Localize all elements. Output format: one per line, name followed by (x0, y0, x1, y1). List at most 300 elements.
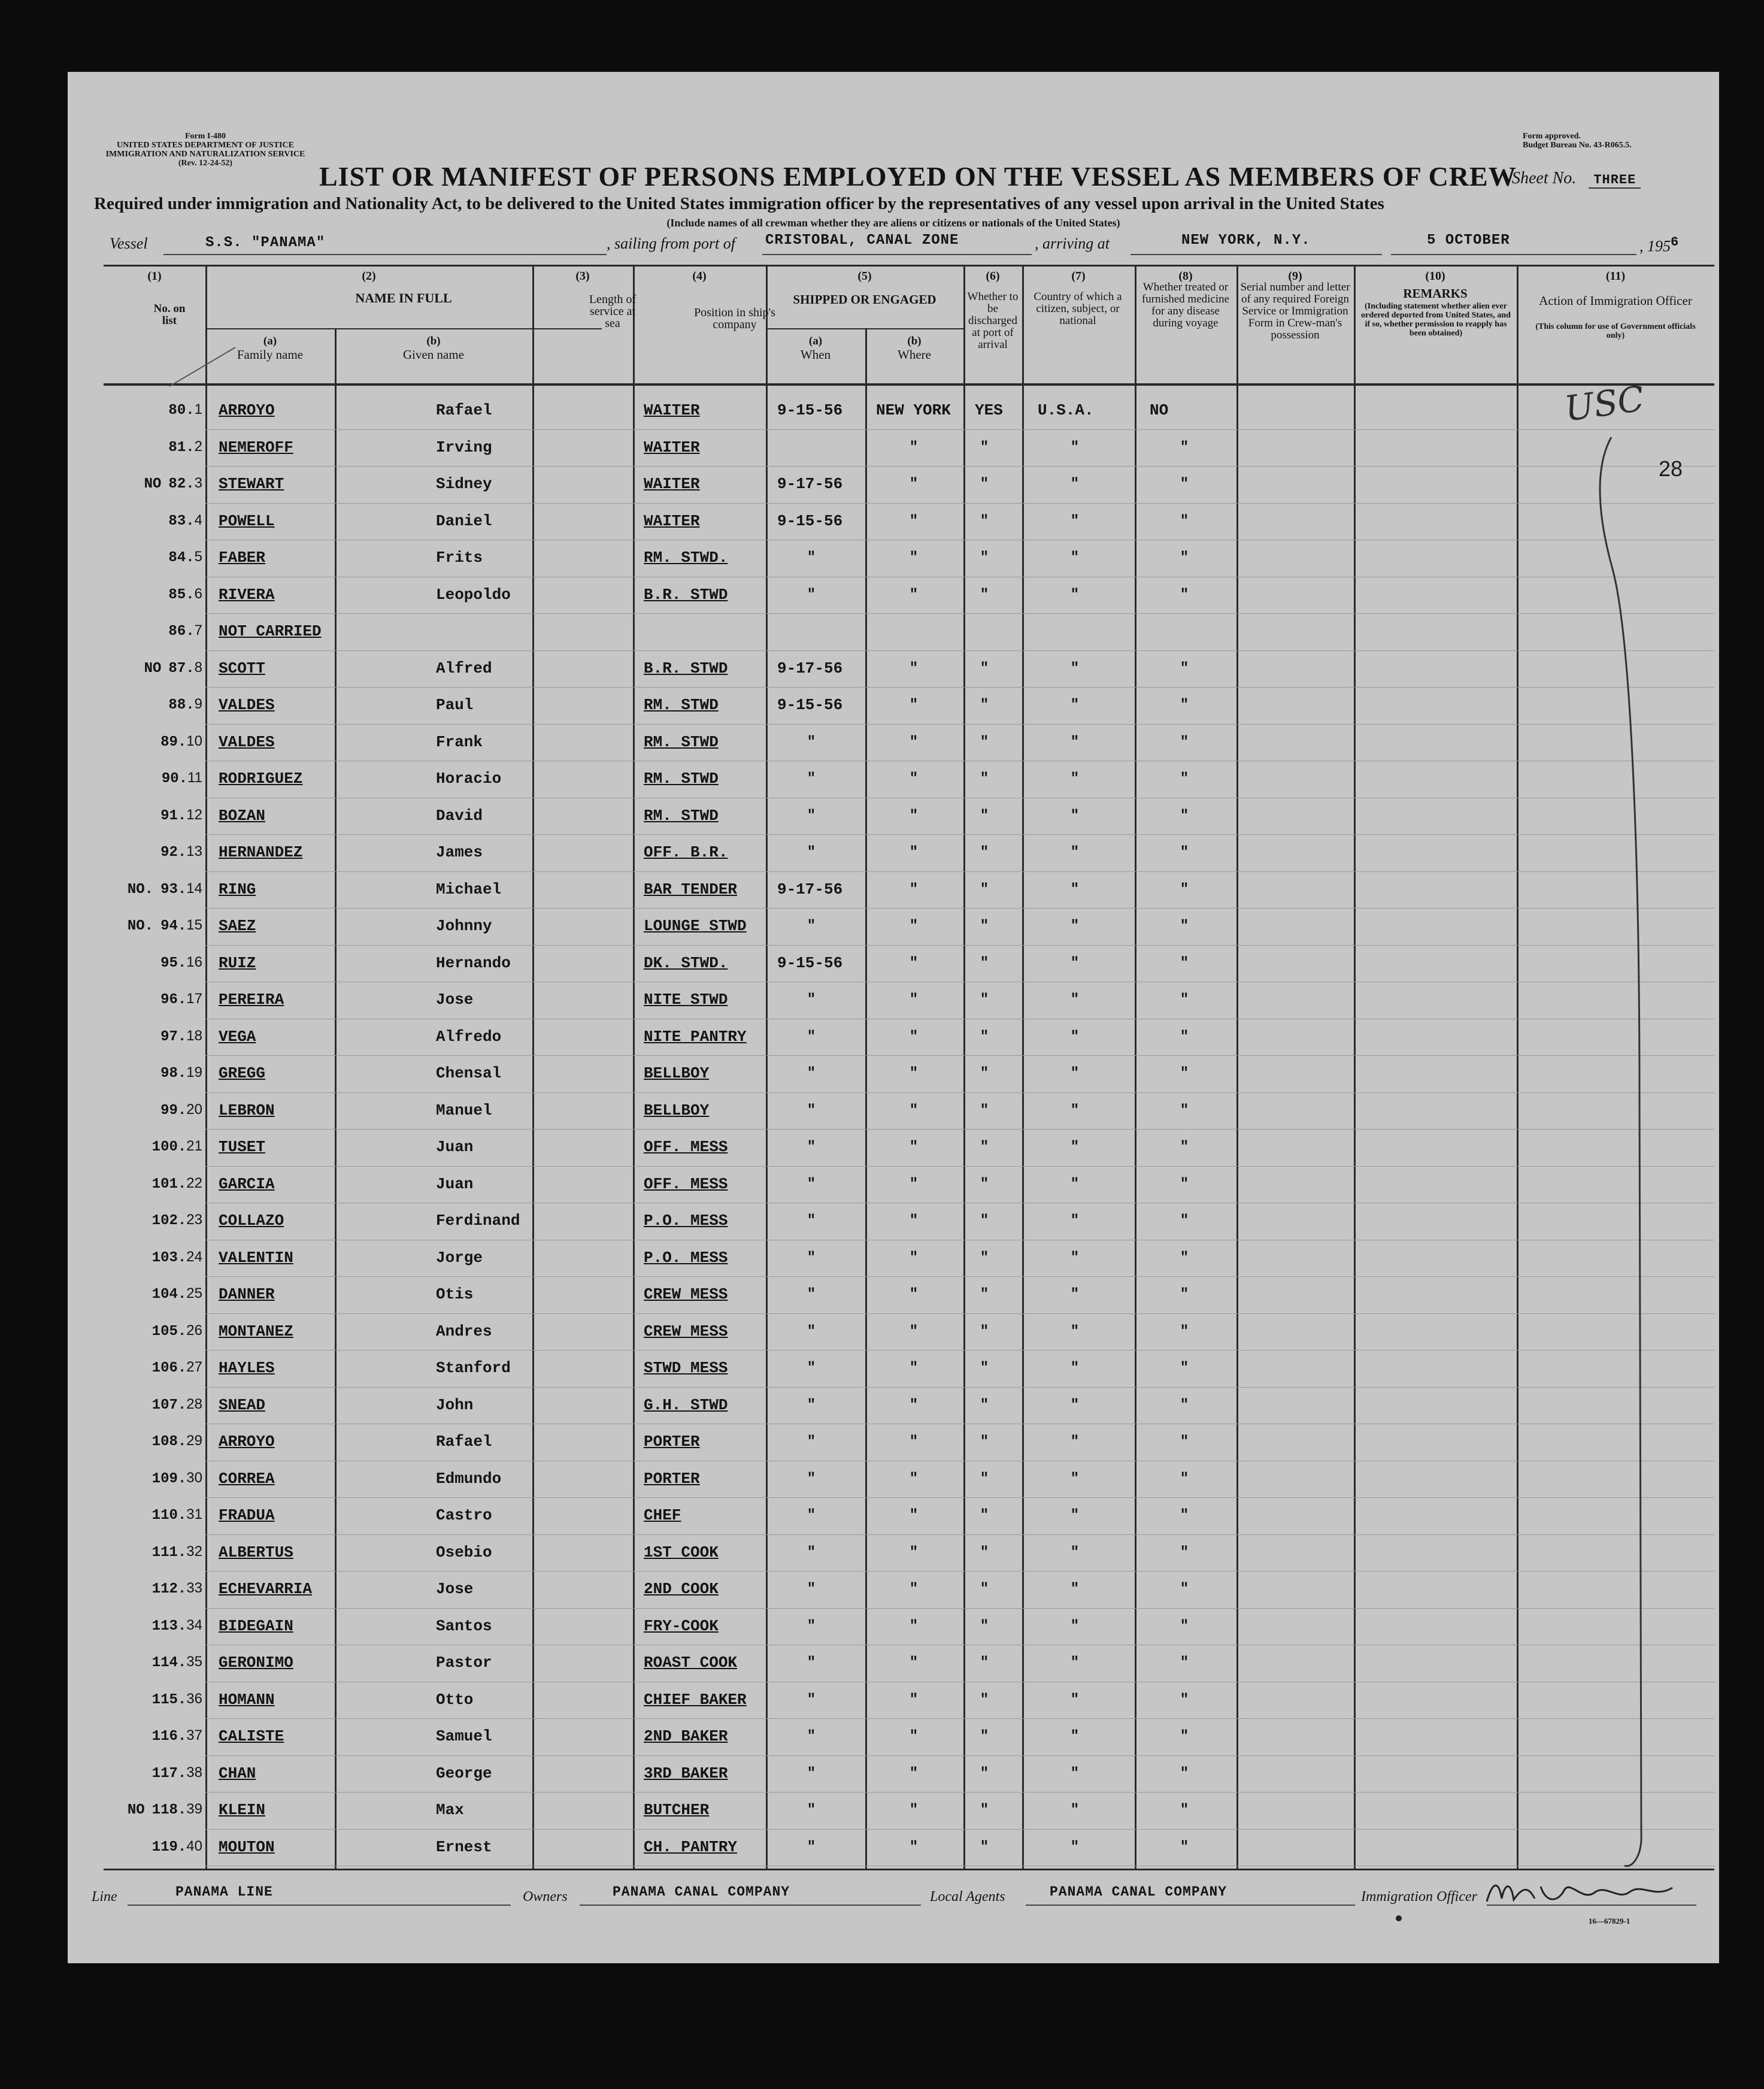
number-separator: . (177, 1691, 187, 1708)
col4-number: (4) (692, 270, 707, 283)
row-rule (205, 724, 1714, 725)
sheet-label: Sheet No. (1512, 169, 1577, 187)
family-name-cell: NOT CARRIED (219, 622, 322, 640)
shipped-where-cell: " (909, 807, 919, 824)
discharged-cell: " (980, 1360, 989, 1376)
medicine-cell: " (1180, 1397, 1189, 1413)
shipped-where-cell: " (909, 844, 919, 861)
family-name-cell: FABER (219, 549, 266, 567)
running-number: 93 (160, 881, 178, 898)
shipped-when-cell: " (807, 1323, 816, 1340)
table-row (104, 1389, 1714, 1425)
discharged-cell: " (980, 1213, 989, 1229)
col4-header: Position in ship's company (694, 306, 775, 331)
given-name-cell: Irving (436, 438, 492, 456)
col2a-letter: (a) (263, 335, 277, 347)
shipped-where-cell: " (909, 1839, 919, 1855)
line-label: Line (92, 1889, 117, 1905)
number-separator: . (177, 1434, 187, 1450)
number-separator: . (177, 1397, 187, 1413)
shipped-when-cell: " (807, 1286, 816, 1303)
family-name-cell: BIDEGAIN (219, 1616, 293, 1635)
discharged-cell: " (980, 1802, 989, 1818)
arriving-label: , arriving at (1035, 235, 1110, 252)
row-rule (205, 1571, 1714, 1572)
list-number-cell (104, 1285, 202, 1303)
shipped-where-cell: " (909, 586, 919, 603)
position-cell: FRY-COOK (644, 1616, 719, 1635)
col2a-header: Family name (237, 347, 304, 362)
given-name-cell: Otto (436, 1690, 474, 1709)
list-number-cell (104, 586, 202, 603)
running-number: 117 (151, 1765, 178, 1782)
shipped-when-cell: " (807, 1655, 816, 1671)
number-separator: . (177, 918, 187, 934)
medicine-cell: " (1180, 1323, 1189, 1340)
shipped-where-cell: " (909, 1470, 919, 1487)
given-name-cell: Frits (436, 549, 483, 567)
shipped-where-cell: " (909, 1249, 919, 1266)
table-row (104, 983, 1714, 1020)
owners-underline (580, 1905, 921, 1906)
medicine-cell: " (1180, 1213, 1189, 1229)
running-number: 114 (151, 1655, 178, 1671)
list-number: 23 (186, 1212, 202, 1228)
country-cell: " (1070, 513, 1080, 529)
discharged-cell: " (980, 476, 989, 492)
running-number: 90 (161, 771, 179, 787)
running-number: 80 (168, 402, 186, 419)
running-number: 101 (151, 1176, 178, 1192)
number-separator: . (178, 771, 188, 787)
given-name-cell: Alfredo (436, 1027, 502, 1046)
given-name-cell: Leopoldo (436, 585, 511, 604)
position-cell: 2ND COOK (644, 1580, 719, 1598)
number-separator: . (177, 1286, 187, 1303)
row-rule (205, 834, 1714, 835)
shipped-where-cell: " (909, 1691, 919, 1708)
port-to: NEW YORK, N.Y. (1181, 232, 1311, 249)
list-number: 20 (186, 1101, 202, 1118)
medicine-cell: " (1180, 586, 1189, 603)
number-separator: . (177, 1470, 187, 1487)
row-rule (205, 1313, 1714, 1314)
shipped-when-cell: " (807, 992, 816, 1008)
medicine-cell: " (1180, 1544, 1189, 1561)
table-row (104, 1242, 1714, 1278)
shipped-where-cell: " (909, 1323, 919, 1340)
table-row (104, 1646, 1714, 1683)
number-separator: . (177, 881, 187, 898)
year-prefix: , 195 (1639, 237, 1671, 255)
given-name-cell: Stanford (436, 1359, 511, 1377)
medicine-cell: " (1180, 1765, 1189, 1782)
shipped-when-cell: " (807, 1397, 816, 1413)
col3-header: Length of service at sea (589, 293, 637, 330)
family-name-cell: GERONIMO (219, 1654, 293, 1672)
discharged-cell: " (980, 1028, 989, 1045)
list-number-cell (104, 1764, 202, 1782)
list-number: 35 (186, 1654, 202, 1670)
number-separator: . (177, 1839, 187, 1855)
shipped-when-cell: " (807, 1802, 816, 1818)
list-number-cell (104, 733, 202, 750)
row-rule (205, 613, 1714, 614)
list-number: 8 (194, 659, 202, 676)
position-cell: 3RD BAKER (644, 1764, 728, 1782)
table-row (104, 726, 1714, 762)
table-row (104, 1573, 1714, 1609)
running-number: 100 (151, 1139, 178, 1155)
discharged-cell: " (980, 1249, 989, 1266)
table-row (104, 689, 1714, 725)
number-separator: . (177, 844, 187, 861)
number-separator: . (177, 1728, 187, 1745)
number-separator: . (186, 402, 195, 419)
row-rule (205, 650, 1714, 651)
list-number: 31 (186, 1506, 202, 1522)
list-number-cell (104, 1175, 202, 1192)
discharged-cell: " (980, 1176, 989, 1192)
country-cell: " (1070, 1176, 1080, 1192)
table-row (104, 1425, 1714, 1462)
page-number: 28 (1659, 456, 1683, 481)
given-name-cell: Michael (436, 880, 502, 898)
discharged-cell: " (980, 881, 989, 898)
medicine-cell: " (1180, 918, 1189, 934)
running-number: 99 (160, 1102, 178, 1119)
manifest-page (68, 72, 1719, 1963)
shipped-when-cell: " (807, 918, 816, 934)
col5a-header: When (800, 347, 831, 362)
discharged-cell: " (980, 1102, 989, 1119)
family-name-cell: NEMEROFF (219, 438, 293, 456)
country-cell: " (1070, 955, 1080, 971)
discharged-cell: " (980, 1618, 989, 1634)
list-number: 25 (186, 1285, 202, 1301)
table-row (104, 1463, 1714, 1499)
shipped-when-cell: " (807, 1213, 816, 1229)
running-number: 111 (151, 1544, 178, 1561)
family-name-cell: ALBERTUS (219, 1543, 293, 1561)
shipped-where-cell: " (909, 1434, 919, 1450)
position-cell: WAITER (644, 475, 700, 493)
col11-number: (11) (1605, 270, 1626, 283)
medicine-cell: " (1180, 771, 1189, 787)
given-name-cell: Edmundo (436, 1469, 502, 1488)
col2-number: (2) (362, 270, 376, 283)
given-name-cell: Sidney (436, 475, 492, 493)
country-cell: " (1070, 918, 1080, 934)
list-number: 3 (194, 475, 202, 491)
position-cell: CH. PANTRY (644, 1837, 738, 1856)
given-name-cell: Jose (436, 991, 474, 1009)
shipped-where-cell: " (909, 1213, 919, 1229)
row-rule (205, 429, 1714, 430)
discharged-cell: " (980, 844, 989, 861)
running-number: 88 (168, 697, 186, 713)
family-name-cell: HAYLES (219, 1359, 275, 1377)
list-number-cell (104, 1801, 202, 1818)
list-number: 32 (186, 1543, 202, 1560)
shipped-where-cell: " (909, 439, 919, 456)
list-number: 13 (186, 843, 202, 859)
row-rule (205, 1829, 1714, 1830)
date-underline (1391, 254, 1636, 255)
discharged-cell: " (980, 1839, 989, 1855)
given-name-cell: Juan (436, 1138, 474, 1156)
position-cell: WAITER (644, 401, 700, 419)
country-cell: " (1070, 1544, 1080, 1561)
shipped-when-cell: 9-17-56 (777, 880, 843, 898)
budget-number: Budget Bureau No. 43-R065.5. (1523, 141, 1632, 150)
given-name-cell: Ernest (436, 1837, 492, 1856)
number-separator: . (177, 1249, 187, 1266)
list-number-cell (104, 1506, 202, 1524)
number-separator: . (177, 1507, 187, 1524)
given-name-cell: David (436, 806, 483, 825)
col9-header: Serial number and letter of any required Foreign Service or Immigration Form in Crew-man's possession (1240, 281, 1350, 341)
year-digit: 6 (1671, 235, 1680, 250)
list-number-cell (104, 1617, 202, 1634)
discharged-cell: " (980, 1728, 989, 1745)
col5a-letter: (a) (808, 335, 823, 347)
given-name-cell: George (436, 1764, 492, 1782)
vessel-label: Vessel (110, 235, 148, 252)
position-cell: P.O. MESS (644, 1212, 728, 1230)
position-cell: CREW MESS (644, 1322, 728, 1340)
list-number-cell (104, 475, 202, 492)
col2-header: NAME IN FULL (355, 290, 452, 305)
list-number-cell (104, 1691, 202, 1708)
given-name-cell: Chensal (436, 1064, 502, 1082)
family-name-cell: CHAN (219, 1764, 256, 1782)
row-rule (205, 1718, 1714, 1719)
list-number: 38 (186, 1764, 202, 1781)
row-rule (205, 1350, 1714, 1351)
list-number: 28 (186, 1395, 202, 1412)
number-separator: . (177, 1655, 187, 1671)
running-number: 102 (151, 1213, 178, 1229)
family-name-cell: STEWART (219, 475, 284, 493)
position-cell: BAR TENDER (644, 880, 738, 898)
position-cell: BELLBOY (644, 1101, 710, 1119)
shipped-where-cell: " (909, 992, 919, 1008)
family-name-cell: GARCIA (219, 1174, 275, 1193)
row-rule (205, 1497, 1714, 1498)
form-id-block (92, 132, 319, 168)
row-rule (205, 1608, 1714, 1609)
col10-number: (10) (1425, 270, 1445, 283)
given-name-cell: Juan (436, 1174, 474, 1193)
country-cell: " (1070, 1249, 1080, 1266)
medicine-cell: " (1180, 1028, 1189, 1045)
running-number: 91 (160, 807, 178, 824)
list-number-cell (104, 1727, 202, 1745)
shipped-when-cell: " (807, 771, 816, 787)
running-number: 97 (160, 1028, 178, 1045)
list-number: 7 (194, 622, 202, 638)
running-number: 85 (168, 586, 186, 603)
list-number: 34 (186, 1616, 202, 1633)
discharged-cell: " (980, 586, 989, 603)
number-separator: . (177, 1028, 187, 1045)
table-row (104, 505, 1714, 541)
list-number: 12 (186, 806, 202, 823)
medicine-cell: " (1180, 476, 1189, 492)
discharged-cell: " (980, 697, 989, 713)
row-mark: NO (127, 1802, 145, 1818)
row-mark: NO. (127, 918, 154, 934)
list-number: 21 (186, 1138, 202, 1154)
row-rule (205, 1129, 1714, 1130)
family-name-cell: RING (219, 880, 256, 898)
list-number: 22 (186, 1174, 202, 1191)
country-cell: " (1070, 807, 1080, 824)
family-name-cell: MONTANEZ (219, 1322, 293, 1340)
family-name-cell: BOZAN (219, 806, 266, 825)
shipped-where-cell: " (909, 1581, 919, 1597)
family-name-cell: RODRIGUEZ (219, 770, 303, 788)
family-name-cell: VEGA (219, 1027, 256, 1046)
list-number: 6 (194, 585, 202, 602)
medicine-cell: " (1180, 697, 1189, 713)
action-bracket-line (1583, 431, 1666, 1928)
shipped-when-cell: " (807, 1434, 816, 1450)
running-number: 109 (151, 1470, 178, 1487)
list-number: 37 (186, 1727, 202, 1743)
arrival-date: 5 OCTOBER (1427, 232, 1510, 249)
shipped-when-cell: 9-15-56 (777, 401, 843, 419)
medicine-cell: " (1180, 1360, 1189, 1376)
number-separator: . (177, 1102, 187, 1119)
discharged-cell: " (980, 1581, 989, 1597)
col8-header: Whether treated or furnished medicine for any disease during voyage (1141, 281, 1230, 329)
running-number: 94 (160, 918, 178, 934)
col10-header: REMARKS (1403, 286, 1468, 301)
list-number: 16 (186, 953, 202, 970)
number-separator: . (177, 1213, 187, 1229)
col11-header: Action of Immigration Officer (1539, 293, 1692, 308)
shipped-when-cell: " (807, 1028, 816, 1045)
running-number: 108 (151, 1434, 178, 1450)
list-number: 14 (186, 880, 202, 897)
col5b-letter: (b) (907, 335, 922, 347)
discharged-cell: " (980, 918, 989, 934)
list-number: 19 (186, 1064, 202, 1080)
medicine-cell: " (1180, 1691, 1189, 1708)
position-cell: OFF. B.R. (644, 843, 728, 861)
shipped-when-cell: " (807, 1544, 816, 1561)
running-number: 118 (151, 1802, 178, 1818)
list-number-cell (104, 1322, 202, 1340)
shipped-where-cell: " (909, 1544, 919, 1561)
discharged-cell: " (980, 955, 989, 971)
family-name-cell: SAEZ (219, 917, 256, 935)
family-name-cell: ARROYO (219, 1433, 275, 1451)
table-row (104, 1536, 1714, 1573)
shipped-when-cell: " (807, 1765, 816, 1782)
family-name-cell: POWELL (219, 511, 275, 530)
family-name-cell: VALENTIN (219, 1248, 293, 1267)
medicine-cell: " (1180, 1434, 1189, 1450)
list-number-cell (104, 1470, 202, 1487)
family-name-cell: FRADUA (219, 1506, 275, 1524)
list-number-cell (104, 1433, 202, 1450)
medicine-cell: " (1180, 439, 1189, 456)
department-name: UNITED STATES DEPARTMENT OF JUSTICE (117, 141, 294, 150)
medicine-cell: " (1180, 955, 1189, 971)
form-approved: Form approved. (1523, 132, 1581, 141)
running-number: 113 (151, 1618, 178, 1634)
country-cell: " (1070, 1102, 1080, 1119)
shipped-when-cell: 9-15-56 (777, 511, 843, 530)
shipped-where-cell: " (909, 697, 919, 713)
table-row (104, 468, 1714, 504)
medicine-cell: " (1180, 1507, 1189, 1524)
list-number: 1 (194, 401, 202, 417)
discharged-cell: " (980, 1691, 989, 1708)
table-row (104, 947, 1714, 983)
list-number-cell (104, 917, 202, 934)
list-number: 15 (186, 917, 202, 933)
list-number-cell (104, 622, 202, 640)
discharged-cell: " (980, 1139, 989, 1155)
shipped-when-cell: " (807, 1360, 816, 1376)
discharged-cell: " (980, 439, 989, 456)
footer (92, 1879, 1708, 1915)
list-number: 24 (186, 1248, 202, 1265)
row-mark: NO. (127, 881, 154, 898)
list-number-cell (104, 770, 202, 787)
port-from: CRISTOBAL, CANAL ZONE (765, 232, 959, 249)
year-label (1639, 235, 1679, 256)
subtitle: Required under immigration and Nationality Act, to be delivered to the United States immigration officer by the representatives of any vessel upon arrival in the United States (94, 194, 1384, 213)
medicine-cell: " (1180, 807, 1189, 824)
number-separator: . (177, 1802, 187, 1818)
country-cell: " (1070, 1213, 1080, 1229)
shipped-where-cell: " (909, 550, 919, 566)
country-cell: " (1070, 1728, 1080, 1745)
list-number: 26 (186, 1322, 202, 1339)
shipped-where-cell: " (909, 734, 919, 750)
shipped-where-cell: " (909, 1728, 919, 1745)
port-to-underline (1130, 254, 1382, 255)
family-name-cell: PEREIRA (219, 991, 284, 1009)
medicine-cell: " (1180, 1102, 1189, 1119)
position-cell: LOUNGE STWD (644, 917, 747, 935)
col1-number: (1) (147, 270, 162, 283)
list-number-cell (104, 1543, 202, 1561)
shipped-where-cell: " (909, 881, 919, 898)
number-separator: . (177, 734, 187, 750)
number-separator: . (177, 955, 187, 971)
country-cell: " (1070, 1655, 1080, 1671)
list-number-cell (104, 1138, 202, 1155)
number-separator: . (177, 992, 187, 1008)
country-cell: " (1070, 1470, 1080, 1487)
discharged-cell: " (980, 1544, 989, 1561)
number-separator: . (177, 1618, 187, 1634)
table-row (104, 800, 1714, 836)
table-row (104, 541, 1714, 578)
shipped-when-cell: " (807, 1065, 816, 1082)
table-row (104, 615, 1714, 652)
position-cell: BELLBOY (644, 1064, 710, 1082)
table-row (104, 1168, 1714, 1204)
position-cell: CHEF (644, 1506, 681, 1524)
table-row (104, 1278, 1714, 1315)
